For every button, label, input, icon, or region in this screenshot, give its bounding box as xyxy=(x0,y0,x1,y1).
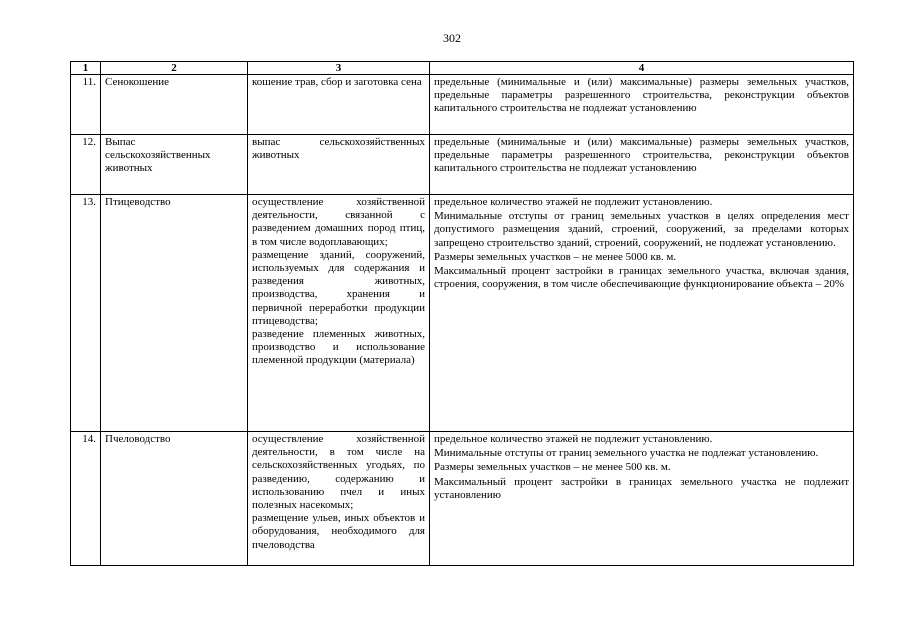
params-paragraph: Размеры земельных участков – не менее 500 кв. м. xyxy=(434,461,671,474)
table-row xyxy=(71,135,854,195)
header-row xyxy=(71,62,854,75)
params-paragraph: предельное количество этажей не подлежит установлению. xyxy=(434,196,713,208)
header-col-1: 1 xyxy=(71,62,101,75)
page-number: 302 xyxy=(443,31,461,45)
description-paragraph: осуществление хозяйственной деятельности, связанной с разведением домашних пород птиц, в том числе водоплавающих; xyxy=(252,196,425,248)
row-name: Пчеловодство xyxy=(101,432,248,566)
description-paragraph: размещение ульев, иных объектов и оборудования, необходимого для пчеловодства xyxy=(252,512,425,551)
description-paragraph: осуществление хозяйственной деятельности, в том числе на сельскохозяйственных угодьях, по разведению, содержанию и использованию пчел и иных полезных насекомых; xyxy=(252,433,425,512)
description-paragraph: кошение трав, сбор и заготовка сена xyxy=(252,76,422,88)
params-paragraph: предельные (минимальные и (или) максимальные) размеры земельных участков, предельные параметры разрешенного строительства, реконструкции объектов капитального строительства не подлежат установлению xyxy=(434,76,849,115)
row-params xyxy=(430,135,854,195)
row-params xyxy=(430,195,854,432)
row-description xyxy=(248,75,430,135)
row-number: 12. xyxy=(71,135,101,195)
row-description xyxy=(248,195,430,432)
row-description xyxy=(248,432,430,566)
params-paragraph: Максимальный процент застройки в границах земельного участка не подлежит установлению xyxy=(434,475,849,501)
row-params xyxy=(430,75,854,135)
params-paragraph: предельные (минимальные и (или) максимальные) размеры земельных участков, предельные параметры разрешенного строительства, реконструкции объектов капитального строительства не подлежат установлению xyxy=(434,136,849,175)
row-number: 14. xyxy=(71,432,101,566)
header-col-2: 2 xyxy=(101,62,248,75)
params-paragraph: Минимальные отступы от границ земельных участков в целях определения мест допустимого размещения зданий, строений, сооружений, за пределами которых запрещено строительство зданий, строений, сооружений, не подлежат установлению. xyxy=(434,210,849,249)
row-name: Выпас сельскохозяйственных животных xyxy=(101,135,248,195)
row-params xyxy=(430,432,854,566)
params-paragraph: Размеры земельных участков – не менее 5000 кв. м. xyxy=(434,250,677,263)
description-paragraph: разведение племенных животных, производство и использование племенной продукции (материала) xyxy=(252,328,425,367)
row-number: 13. xyxy=(71,195,101,432)
params-paragraph: Максимальный процент застройки в границах земельного участка, включая здания, строения, сооружения, в том числе обеспечивающие функционирование объекта – 20% xyxy=(434,265,849,291)
description-paragraph: размещение зданий, сооружений, используемых для содержания и разведения животных, производства, хранения и первичной переработки продукции птицеводства; xyxy=(252,248,425,327)
row-name: Сенокошение xyxy=(101,75,248,135)
params-paragraph: Минимальные отступы от границ земельного участка не подлежат установлению. xyxy=(434,447,819,460)
header-col-4: 4 xyxy=(430,62,854,75)
table-row xyxy=(71,195,854,432)
row-number: 11. xyxy=(71,75,101,135)
table-row xyxy=(71,432,854,566)
params-paragraph: предельное количество этажей не подлежит установлению. xyxy=(434,433,713,445)
document-table xyxy=(70,61,854,566)
table-row xyxy=(71,75,854,135)
description-paragraph: выпас сельскохозяйственных животных xyxy=(252,136,425,162)
row-name: Птицеводство xyxy=(101,195,248,432)
row-description xyxy=(248,135,430,195)
header-col-3: 3 xyxy=(248,62,430,75)
